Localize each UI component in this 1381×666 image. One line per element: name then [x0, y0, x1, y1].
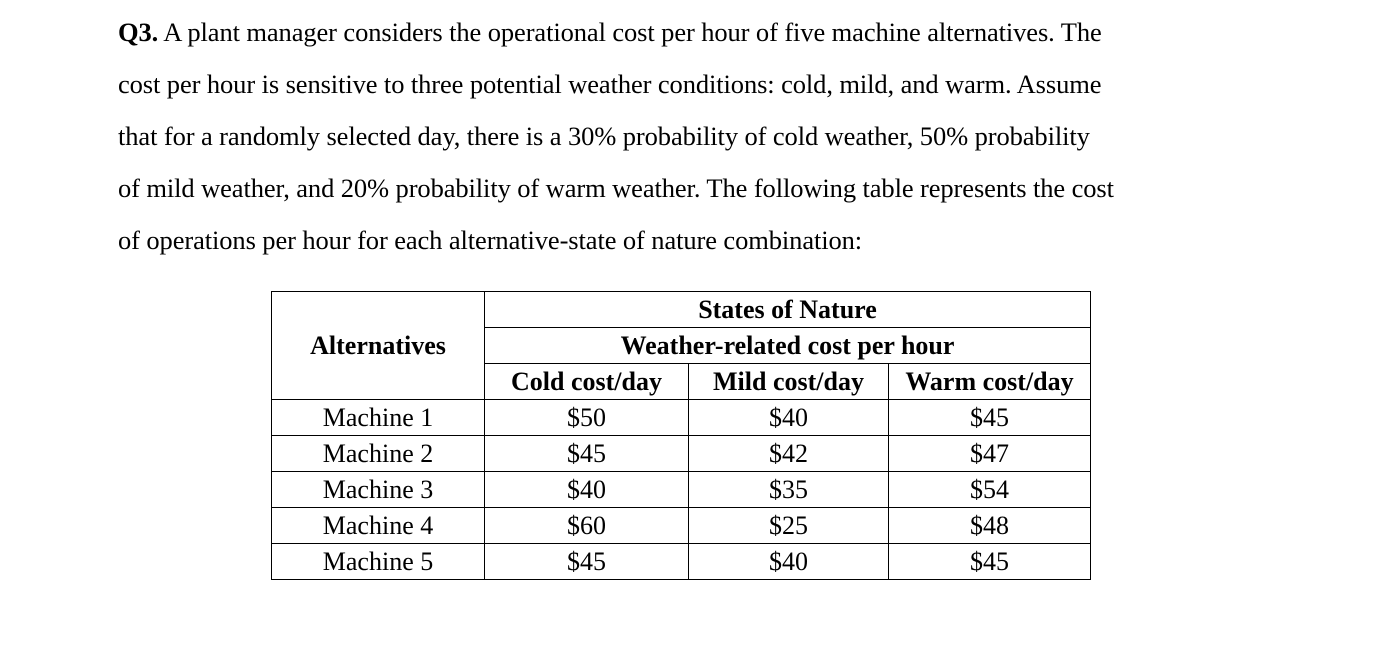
cell-warm: $45: [889, 400, 1091, 436]
cell-mild: $35: [689, 472, 889, 508]
cell-mild: $25: [689, 508, 889, 544]
row-label: Machine 1: [272, 400, 485, 436]
question-line-3: that for a randomly selected day, there is a 30% probability of cold weather, 50% probability: [118, 121, 1090, 151]
question-line-1: [118, 6, 1258, 58]
column-header-warm: Warm cost/day: [889, 364, 1091, 400]
question-line-2: cost per hour is sensitive to three potential weather conditions: cold, mild, and warm. Assume: [118, 69, 1102, 99]
weather-cost-subheader: Weather-related cost per hour: [485, 328, 1091, 364]
cell-warm: $45: [889, 544, 1091, 580]
column-header-mild: Mild cost/day: [689, 364, 889, 400]
table-header-row: [272, 292, 1091, 328]
table-row: [272, 544, 1091, 580]
table-row: [272, 436, 1091, 472]
cell-mild: $42: [689, 436, 889, 472]
question-line-5: of operations per hour for each alternative-state of nature combination:: [118, 225, 863, 255]
cell-mild: $40: [689, 400, 889, 436]
column-header-cold: Cold cost/day: [485, 364, 689, 400]
question-line-1-text: A plant manager considers the operational cost per hour of five machine alternatives. The: [158, 17, 1102, 47]
cell-warm: $54: [889, 472, 1091, 508]
cell-cold: $45: [485, 436, 689, 472]
question-text: [118, 6, 1258, 266]
table-row: [272, 508, 1091, 544]
states-of-nature-header: States of Nature: [485, 292, 1091, 328]
question-number: Q3.: [118, 17, 159, 47]
row-label: Machine 3: [272, 472, 485, 508]
cell-cold: $45: [485, 544, 689, 580]
cost-table: [271, 291, 1091, 580]
cell-cold: $40: [485, 472, 689, 508]
cell-mild: $40: [689, 544, 889, 580]
table-row: [272, 472, 1091, 508]
cell-cold: $60: [485, 508, 689, 544]
alternatives-header: Alternatives: [272, 292, 485, 400]
cell-warm: $47: [889, 436, 1091, 472]
cell-cold: $50: [485, 400, 689, 436]
row-label: Machine 5: [272, 544, 485, 580]
row-label: Machine 4: [272, 508, 485, 544]
question-line-4: of mild weather, and 20% probability of warm weather. The following table represents the cost: [118, 173, 1114, 203]
row-label: Machine 2: [272, 436, 485, 472]
cell-warm: $48: [889, 508, 1091, 544]
table-row: [272, 400, 1091, 436]
